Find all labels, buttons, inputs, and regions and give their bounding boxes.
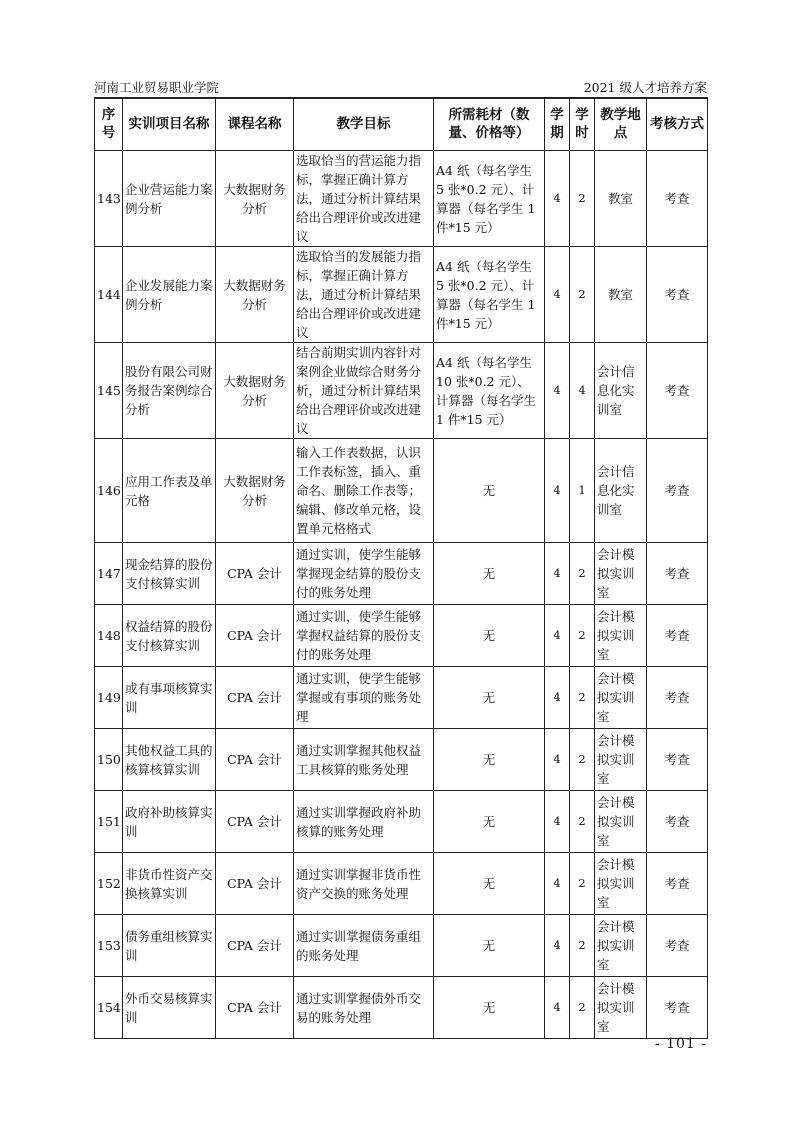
location: 会计模拟实训室 — [595, 977, 647, 1039]
materials: 无 — [434, 977, 545, 1039]
location: 会计模拟实训室 — [595, 853, 647, 915]
training-item: 企业营运能力案例分析 — [123, 151, 216, 247]
term: 4 — [545, 543, 570, 605]
table-row — [95, 151, 708, 247]
training-item: 非货币性资产交换核算实训 — [123, 853, 216, 915]
assessment: 考查 — [647, 853, 708, 915]
header-doc-title: 2021 级人才培养方案 — [583, 80, 707, 95]
hours: 2 — [570, 915, 595, 977]
teaching-goal: 通过实训，使学生能够掌握或有事项的账务处理 — [294, 667, 434, 729]
assessment: 考查 — [647, 915, 708, 977]
teaching-goal: 通过实训掌握债外币交易的账务处理 — [294, 977, 434, 1039]
col-header: 教学地点 — [595, 98, 647, 151]
location: 会计信息化实训室 — [595, 343, 647, 439]
table-row — [95, 439, 708, 543]
hours: 2 — [570, 977, 595, 1039]
hours: 2 — [570, 543, 595, 605]
materials: 无 — [434, 439, 545, 543]
training-item: 权益结算的股份支付核算实训 — [123, 605, 216, 667]
hours: 1 — [570, 439, 595, 543]
training-item: 外币交易核算实训 — [123, 977, 216, 1039]
hours: 2 — [570, 247, 595, 343]
assessment: 考查 — [647, 791, 708, 853]
row-number: 143 — [95, 151, 123, 247]
table-row — [95, 605, 708, 667]
training-item: 债务重组核算实训 — [123, 915, 216, 977]
materials: A4 纸（每名学生 5 张*0.2 元）、计算器（每名学生 1 件*15 元） — [434, 247, 545, 343]
course-name: CPA 会计 — [216, 853, 294, 915]
assessment: 考查 — [647, 543, 708, 605]
col-header: 学时 — [570, 98, 595, 151]
table-row — [95, 791, 708, 853]
table-row — [95, 543, 708, 605]
col-header: 实训项目名称 — [123, 98, 216, 151]
col-header: 课程名称 — [216, 98, 294, 151]
assessment: 考查 — [647, 729, 708, 791]
row-number: 149 — [95, 667, 123, 729]
table-header-row — [95, 98, 708, 151]
hours: 2 — [570, 605, 595, 667]
location: 会计模拟实训室 — [595, 667, 647, 729]
training-item: 应用工作表及单元格 — [123, 439, 216, 543]
table-row — [95, 915, 708, 977]
term: 4 — [545, 977, 570, 1039]
teaching-goal: 通过实训掌握政府补助核算的账务处理 — [294, 791, 434, 853]
course-name: 大数据财务分析 — [216, 247, 294, 343]
col-header: 序号 — [95, 98, 123, 151]
teaching-goal: 通过实训，使学生能够掌握权益结算的股份支付的账务处理 — [294, 605, 434, 667]
col-header: 教学目标 — [294, 98, 434, 151]
row-number: 152 — [95, 853, 123, 915]
page-number: - 101 - — [654, 1036, 707, 1052]
term: 4 — [545, 853, 570, 915]
table-row — [95, 977, 708, 1039]
training-item: 或有事项核算实训 — [123, 667, 216, 729]
materials: 无 — [434, 791, 545, 853]
materials: 无 — [434, 915, 545, 977]
teaching-goal: 输入工作表数据，认识工作表标签，插入、重命名、删除工作表等；编辑、修改单元格，设置单元格格式 — [294, 439, 434, 543]
location: 会计模拟实训室 — [595, 605, 647, 667]
teaching-goal: 选取恰当的发展能力指标，掌握正确计算方法，通过分析计算结果给出合理评价或改进建议 — [294, 247, 434, 343]
term: 4 — [545, 729, 570, 791]
materials: 无 — [434, 605, 545, 667]
hours: 2 — [570, 853, 595, 915]
table-row — [95, 343, 708, 439]
teaching-goal: 选取恰当的营运能力指标，掌握正确计算方法，通过分析计算结果给出合理评价或改进建议 — [294, 151, 434, 247]
course-name: 大数据财务分析 — [216, 343, 294, 439]
hours: 2 — [570, 729, 595, 791]
course-name: CPA 会计 — [216, 977, 294, 1039]
term: 4 — [545, 791, 570, 853]
training-item: 其他权益工具的核算核算实训 — [123, 729, 216, 791]
training-table — [94, 97, 708, 1039]
location: 会计模拟实训室 — [595, 915, 647, 977]
course-name: CPA 会计 — [216, 543, 294, 605]
materials: 无 — [434, 853, 545, 915]
course-name: CPA 会计 — [216, 667, 294, 729]
assessment: 考查 — [647, 605, 708, 667]
table-row — [95, 853, 708, 915]
row-number: 150 — [95, 729, 123, 791]
teaching-goal: 通过实训掌握非货币性资产交换的账务处理 — [294, 853, 434, 915]
row-number: 147 — [95, 543, 123, 605]
table-row — [95, 247, 708, 343]
location: 会计模拟实训室 — [595, 543, 647, 605]
row-number: 154 — [95, 977, 123, 1039]
row-number: 151 — [95, 791, 123, 853]
assessment: 考查 — [647, 343, 708, 439]
teaching-goal: 通过实训掌握其他权益工具核算的账务处理 — [294, 729, 434, 791]
course-name: CPA 会计 — [216, 605, 294, 667]
teaching-goal: 通过实训掌握债务重组的账务处理 — [294, 915, 434, 977]
col-header: 考核方式 — [647, 98, 708, 151]
course-name: 大数据财务分析 — [216, 439, 294, 543]
teaching-goal: 结合前期实训内容针对案例企业做综合财务分析，通过分析计算结果给出合理评价或改进建议 — [294, 343, 434, 439]
materials: 无 — [434, 543, 545, 605]
term: 4 — [545, 667, 570, 729]
row-number: 144 — [95, 247, 123, 343]
assessment: 考查 — [647, 151, 708, 247]
page-header — [94, 76, 707, 99]
row-number: 153 — [95, 915, 123, 977]
course-name: 大数据财务分析 — [216, 151, 294, 247]
row-number: 148 — [95, 605, 123, 667]
term: 4 — [545, 439, 570, 543]
term: 4 — [545, 915, 570, 977]
teaching-goal: 通过实训，使学生能够掌握现金结算的股份支付的账务处理 — [294, 543, 434, 605]
training-item: 政府补助核算实训 — [123, 791, 216, 853]
row-number: 146 — [95, 439, 123, 543]
assessment: 考查 — [647, 439, 708, 543]
table-row — [95, 729, 708, 791]
term: 4 — [545, 605, 570, 667]
location: 教室 — [595, 151, 647, 247]
materials: 无 — [434, 729, 545, 791]
training-item: 现金结算的股份支付核算实训 — [123, 543, 216, 605]
row-number: 145 — [95, 343, 123, 439]
term: 4 — [545, 247, 570, 343]
course-name: CPA 会计 — [216, 729, 294, 791]
term: 4 — [545, 343, 570, 439]
location: 会计信息化实训室 — [595, 439, 647, 543]
assessment: 考查 — [647, 977, 708, 1039]
materials: A4 纸（每名学生 10 张*0.2 元）、计算器（每名学生 1 件*15 元） — [434, 343, 545, 439]
header-school: 河南工业贸易职业学院 — [94, 80, 220, 95]
hours: 2 — [570, 667, 595, 729]
hours: 4 — [570, 343, 595, 439]
hours: 2 — [570, 791, 595, 853]
term: 4 — [545, 151, 570, 247]
course-name: CPA 会计 — [216, 791, 294, 853]
col-header: 学期 — [545, 98, 570, 151]
hours: 2 — [570, 151, 595, 247]
assessment: 考查 — [647, 247, 708, 343]
training-item: 股份有限公司财务报告案例综合分析 — [123, 343, 216, 439]
location: 教室 — [595, 247, 647, 343]
table-row — [95, 667, 708, 729]
course-name: CPA 会计 — [216, 915, 294, 977]
col-header: 所需耗材（数量、价格等） — [434, 98, 545, 151]
training-item: 企业发展能力案例分析 — [123, 247, 216, 343]
materials: A4 纸（每名学生 5 张*0.2 元）、计算器（每名学生 1 件*15 元） — [434, 151, 545, 247]
materials: 无 — [434, 667, 545, 729]
assessment: 考查 — [647, 667, 708, 729]
location: 会计模拟实训室 — [595, 729, 647, 791]
location: 会计模拟实训室 — [595, 791, 647, 853]
